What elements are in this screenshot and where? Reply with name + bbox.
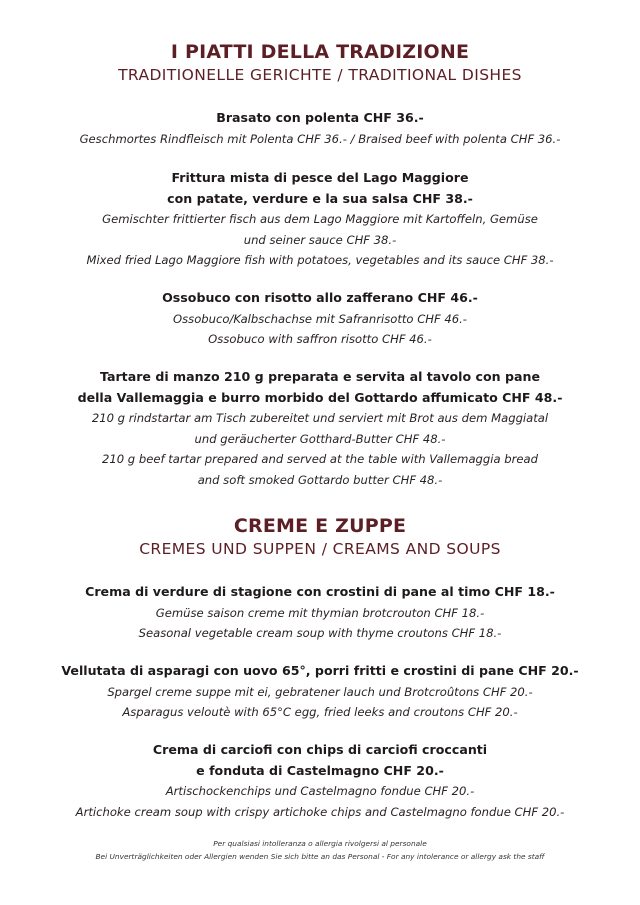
dish-vellutata-asparagi	[0, 661, 640, 723]
dish-tartare	[0, 367, 640, 490]
dish-translation: Asparagus veloutè with 65°C egg, fried leeks and croutons CHF 20.-	[122, 705, 518, 719]
dish-name: e fonduta di Castelmagno CHF 20.-	[196, 762, 444, 778]
dish-translation: Gemüse saison creme mit thymian brotcrouton CHF 18.-	[155, 605, 485, 620]
section-creams-soups	[0, 514, 640, 560]
dish-translation: Geschmortes Rindfleisch mit Polenta CHF 36.- / Braised beef with polenta CHF 36.-	[79, 131, 561, 146]
dish-crema-verdure	[0, 582, 640, 644]
dish-translation: Mixed fried Lago Maggiore fish with potatoes, vegetables and its sauce CHF 38.-	[86, 253, 554, 267]
dish-translation: Seasonal vegetable cream soup with thyme croutons CHF 18.-	[138, 626, 502, 640]
dish-name: Frittura mista di pesce del Lago Maggiore	[171, 170, 469, 185]
dish-translation: Artischockenchips und Castelmagno fondue CHF 20.-	[165, 784, 475, 798]
section-subtitle: CREMES UND SUPPEN / CREAMS AND SOUPS	[139, 540, 501, 558]
section-traditional-dishes	[0, 40, 640, 86]
section-title: CREME E ZUPPE	[233, 515, 407, 537]
dish-name: Brasato con polenta CHF 36.-	[216, 110, 424, 125]
dish-translation: und geräucherter Gotthard-Butter CHF 48.-	[194, 431, 446, 446]
dish-name: Ossobuco con risotto allo zafferano CHF 46.-	[162, 290, 478, 305]
dish-translation: Artichoke cream soup with crispy artichoke chips and Castelmagno fondue CHF 20.-	[75, 804, 565, 819]
dish-frittura	[0, 168, 640, 271]
dish-brasato	[0, 108, 640, 149]
dish-translation: Gemischter frittierter fisch aus dem Lago Maggiore mit Kartoffeln, Gemüse	[102, 212, 538, 226]
dish-name: Tartare di manzo 210 g preparata e servita al tavolo con pane	[100, 369, 540, 384]
dish-translation: Spargel creme suppe mit ei, gebratener lauch und Brotcroûtons CHF 20.-	[107, 684, 533, 699]
dish-name: Crema di carciofi con chips di carciofi croccanti	[152, 742, 488, 757]
dish-translation: Ossobuco/Kalbschachse mit Safranrisotto CHF 46.-	[173, 311, 467, 326]
dish-name: con patate, verdure e la sua salsa CHF 38.-	[167, 190, 473, 206]
dish-translation: 210 g rindstartar am Tisch zubereitet und serviert mit Brot aus dem Maggiatal	[91, 411, 549, 425]
dish-translation: 210 g beef tartar prepared and served at the table with Vallemaggia bread	[101, 452, 538, 466]
dish-name: Crema di verdure di stagione con crostini di pane al timo CHF 18.-	[85, 584, 555, 599]
dish-name: della Vallemaggia e burro morbido del Gottardo affumicato CHF 48.-	[77, 389, 563, 405]
dish-crema-carciofi	[0, 740, 640, 822]
allergy-notice-line: Bei Unverträglichkeiten oder Allergien wenden Sie sich bitte an das Personal - For any intolerance or allergy ask the staff	[95, 851, 545, 861]
section-title: I PIATTI DELLA TRADIZIONE	[170, 41, 470, 63]
dish-name: Vellutata di asparagi con uovo 65°, porri fritti e crostini di pane CHF 20.-	[61, 663, 579, 678]
dish-translation: and soft smoked Gottardo butter CHF 48.-	[197, 472, 443, 487]
dish-ossobuco	[0, 288, 640, 350]
dish-translation: Ossobuco with saffron risotto CHF 46.-	[208, 332, 432, 346]
allergy-notice	[0, 838, 640, 863]
dish-translation: und seiner sauce CHF 38.-	[243, 232, 397, 247]
allergy-notice-line: Per qualsiasi intolleranza o allergia rivolgersi al personale	[213, 839, 427, 848]
section-subtitle: TRADITIONELLE GERICHTE / TRADITIONAL DISHES	[118, 66, 522, 84]
